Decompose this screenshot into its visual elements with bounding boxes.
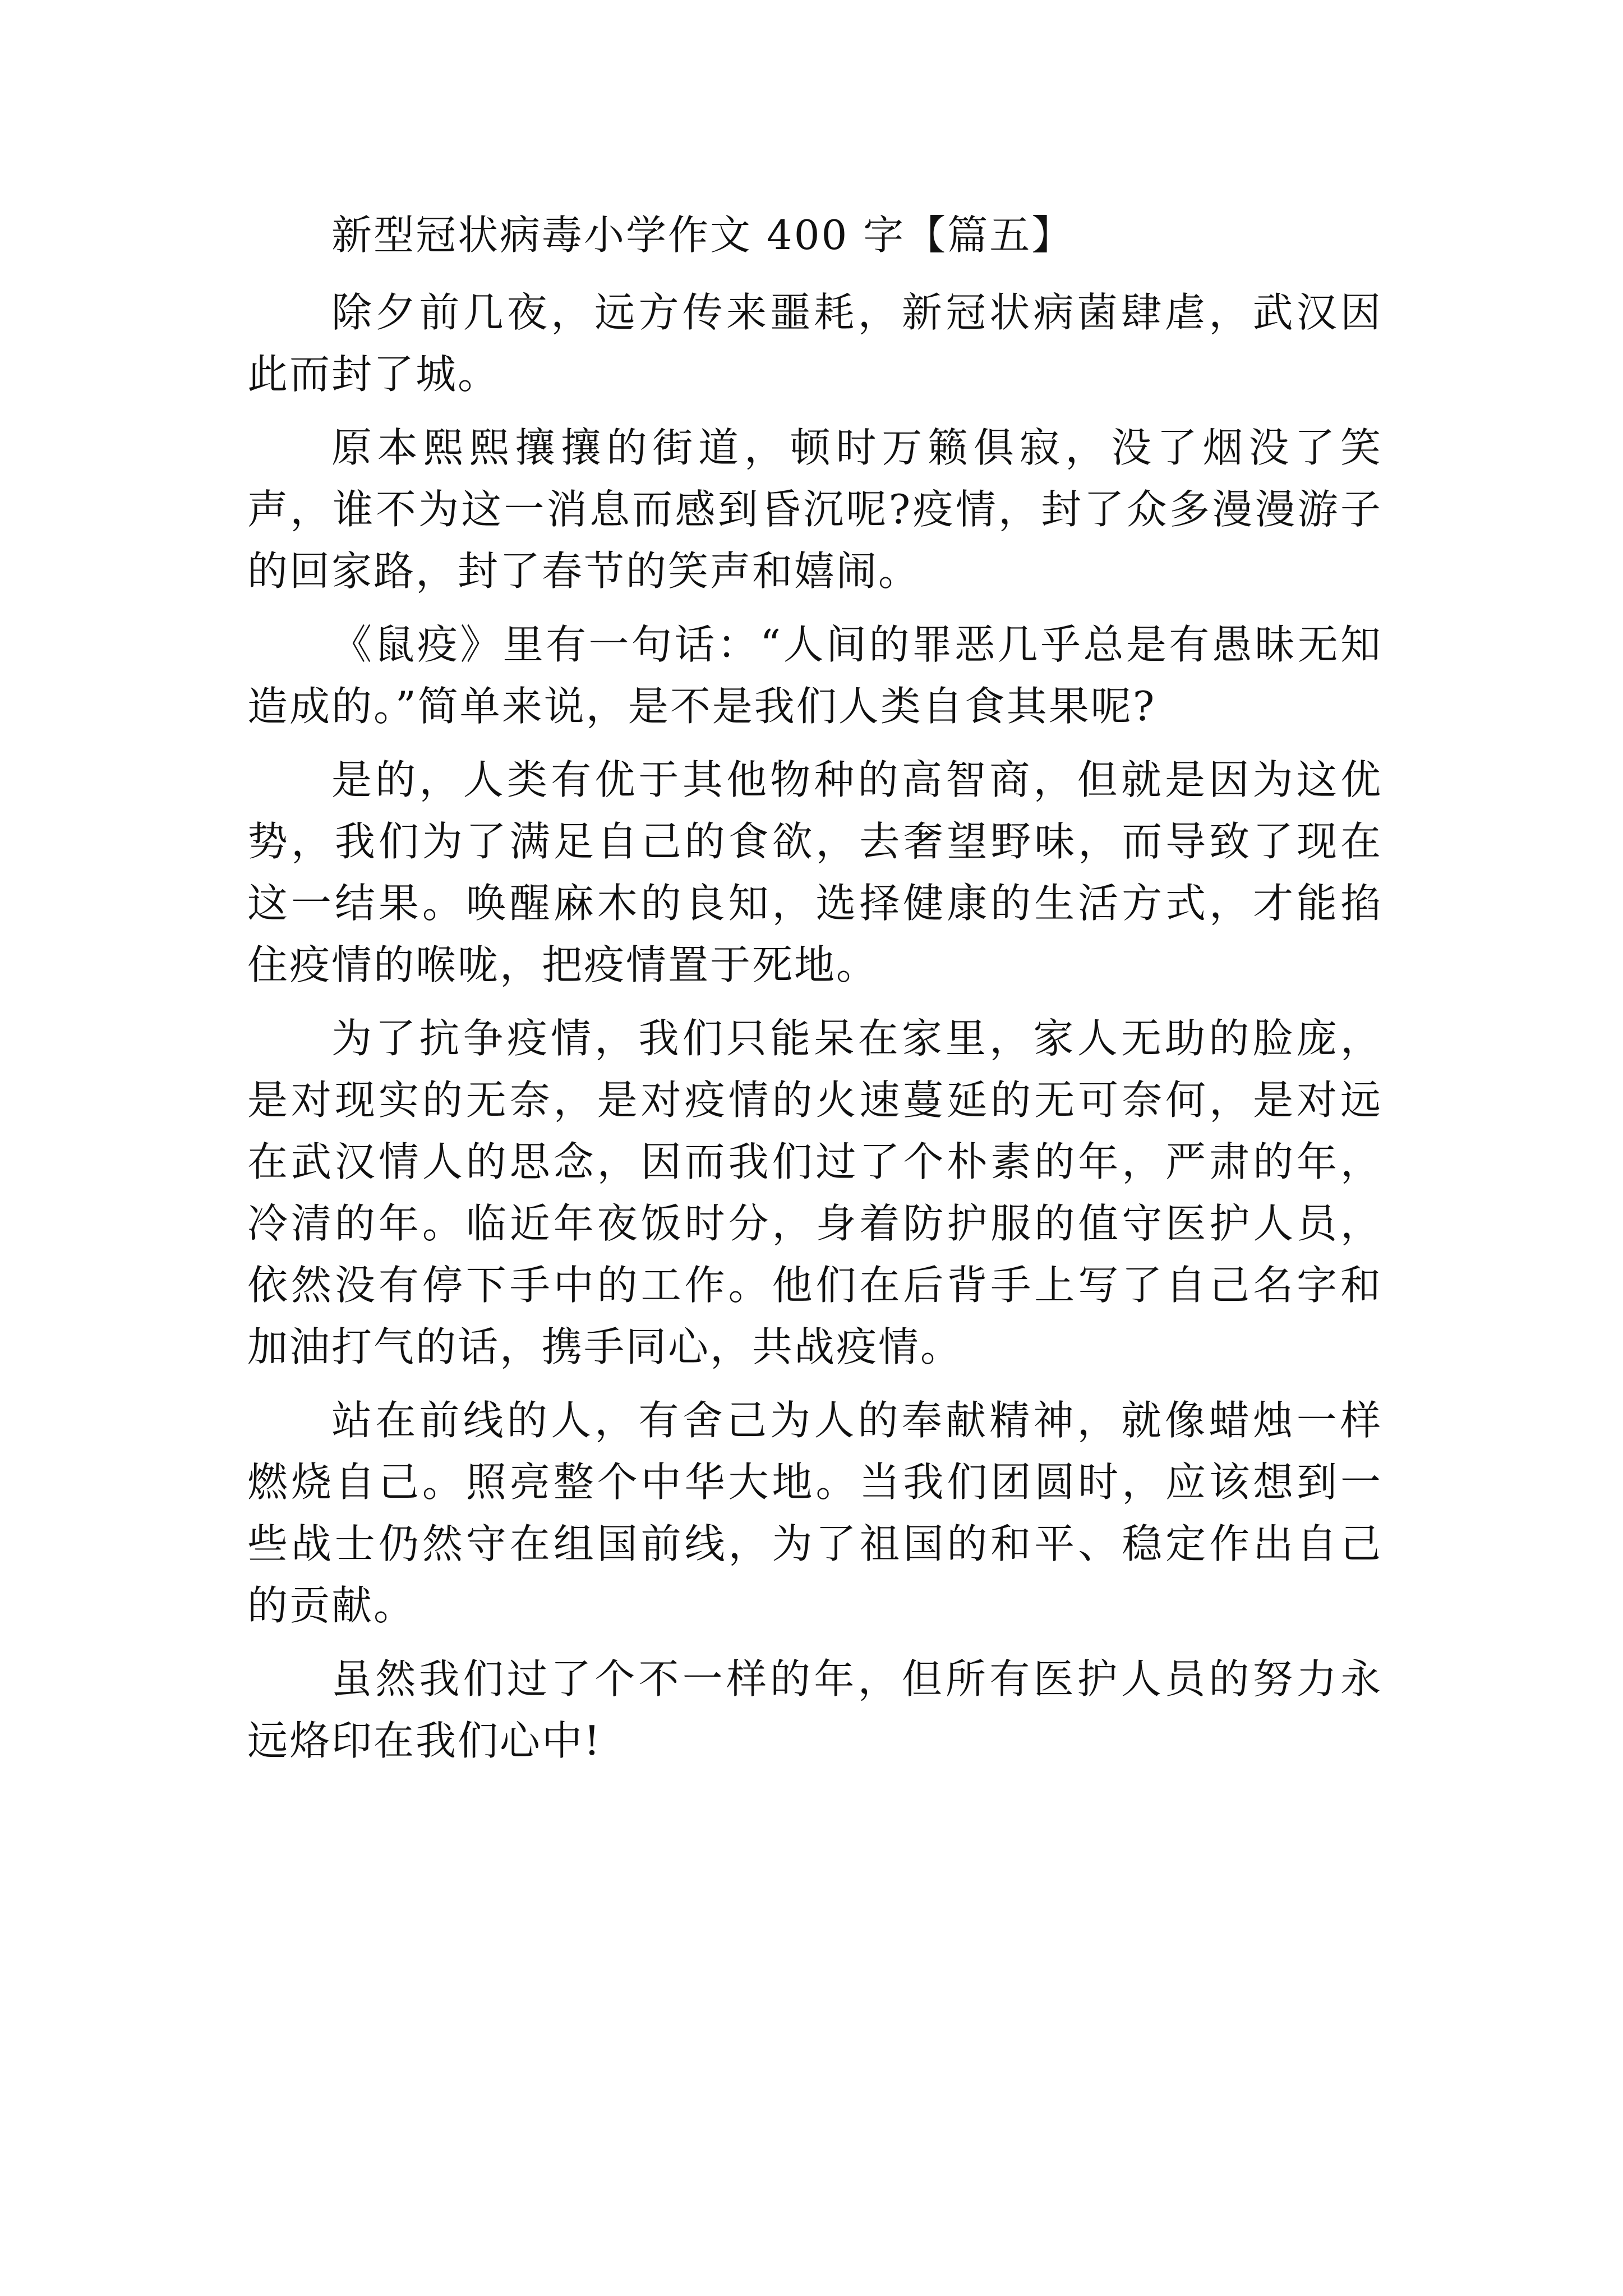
- paragraph-1: 除夕前几夜，远方传来噩耗，新冠状病菌肆虐，武汉因此而封了城。: [247, 289, 1382, 398]
- paragraph-5: 为了抗争疫情，我们只能呆在家里，家人无助的脸庞，是对现实的无奈，是对疫情的火速蔓延的无可奈何，是对远在武汉情人的思念，因而我们过了个朴素的年，严肃的年，冷清的年。临近年夜饭时分，身着防护服的值守医护人员，依然没有停下手中的工作。他们在后背手上写了自己名字和加油打气的话，携手同心，共战疫情。: [247, 1015, 1382, 1370]
- paragraph-6: 站在前线的人，有舍己为人的奉献精神，就像蜡烛一样燃烧自己。照亮整个中华大地。当我们团圆时，应该想到一些战士仍然守在组国前线，为了祖国的和平、稳定作出自己的贡献。: [247, 1397, 1382, 1629]
- paragraph-4: 是的，人类有优于其他物种的高智商，但就是因为这优势，我们为了满足自己的食欲，去奢望野味，而导致了现在这一结果。唤醒麻木的良知，选择健康的生活方式，才能掐住疫情的喉咙，把疫情置于死地。: [247, 756, 1382, 988]
- paragraph-2: 原本熙熙攘攘的街道，顿时万籁俱寂，没了烟没了笑声，谁不为这一消息而感到昏沉呢?疫情，封了众多漫漫游子的回家路，封了春节的笑声和嬉闹。: [247, 424, 1382, 595]
- paragraph-7: 虽然我们过了个不一样的年，但所有医护人员的努力永远烙印在我们心中!: [247, 1655, 1382, 1764]
- paragraph-3: 《鼠疫》里有一句话：“人间的罪恶几乎总是有愚昧无知造成的。”简单来说，是不是我们人类自食其果呢?: [247, 621, 1382, 730]
- essay-body: [247, 204, 1382, 1783]
- essay-title: 新型冠状病毒小学作文 400 字【篇五】: [331, 211, 1074, 259]
